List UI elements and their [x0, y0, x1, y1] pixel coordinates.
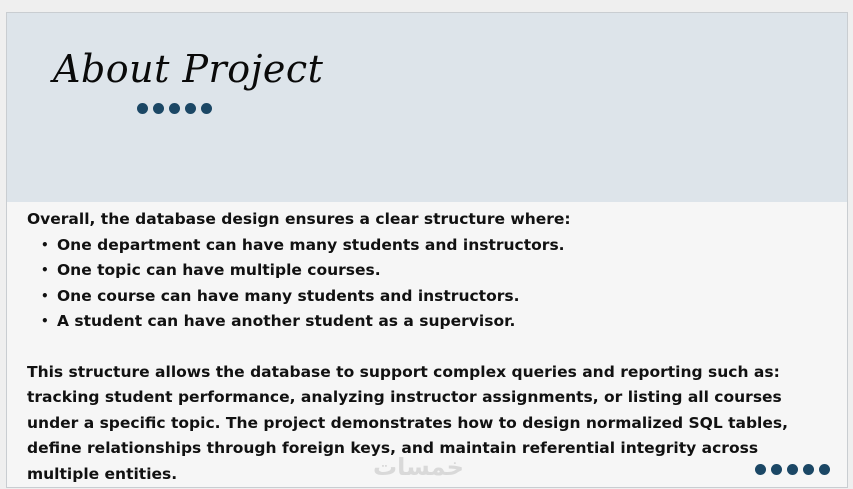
watermark-logo: خمسات	[373, 453, 464, 481]
dot	[787, 464, 798, 475]
slide-body	[27, 207, 827, 487]
header-banner	[7, 13, 847, 202]
intro-text: Overall, the database design ensures a clear structure where:	[27, 210, 571, 228]
dot	[137, 103, 148, 114]
dot	[169, 103, 180, 114]
dot	[201, 103, 212, 114]
dot	[185, 103, 196, 114]
bullet-item: • One course can have many students and instructors.	[41, 284, 827, 310]
title-dots-decoration	[137, 103, 212, 114]
bullet-item: • One topic can have multiple courses.	[41, 258, 827, 284]
slide-title: About Project	[53, 47, 324, 91]
dot	[803, 464, 814, 475]
dot	[153, 103, 164, 114]
dot	[819, 464, 830, 475]
dot	[755, 464, 766, 475]
dot	[771, 464, 782, 475]
slide-canvas	[6, 12, 848, 488]
bullet-item: • A student can have another student as a supervisor.	[41, 309, 827, 335]
footer-dots-decoration	[755, 464, 830, 475]
summary-paragraph: This structure allows the database to support complex queries and reporting such as: tracking student performance, analyzing instructor assignments, or listing all courses under a specific topic. The project demonstrates how to design normalized SQL tables, define relationships through foreign keys, and maintain referential integrity across multiple entities.	[27, 362, 788, 483]
bullet-item: • One department can have many students and instructors.	[41, 233, 827, 259]
bullet-list	[27, 233, 827, 335]
